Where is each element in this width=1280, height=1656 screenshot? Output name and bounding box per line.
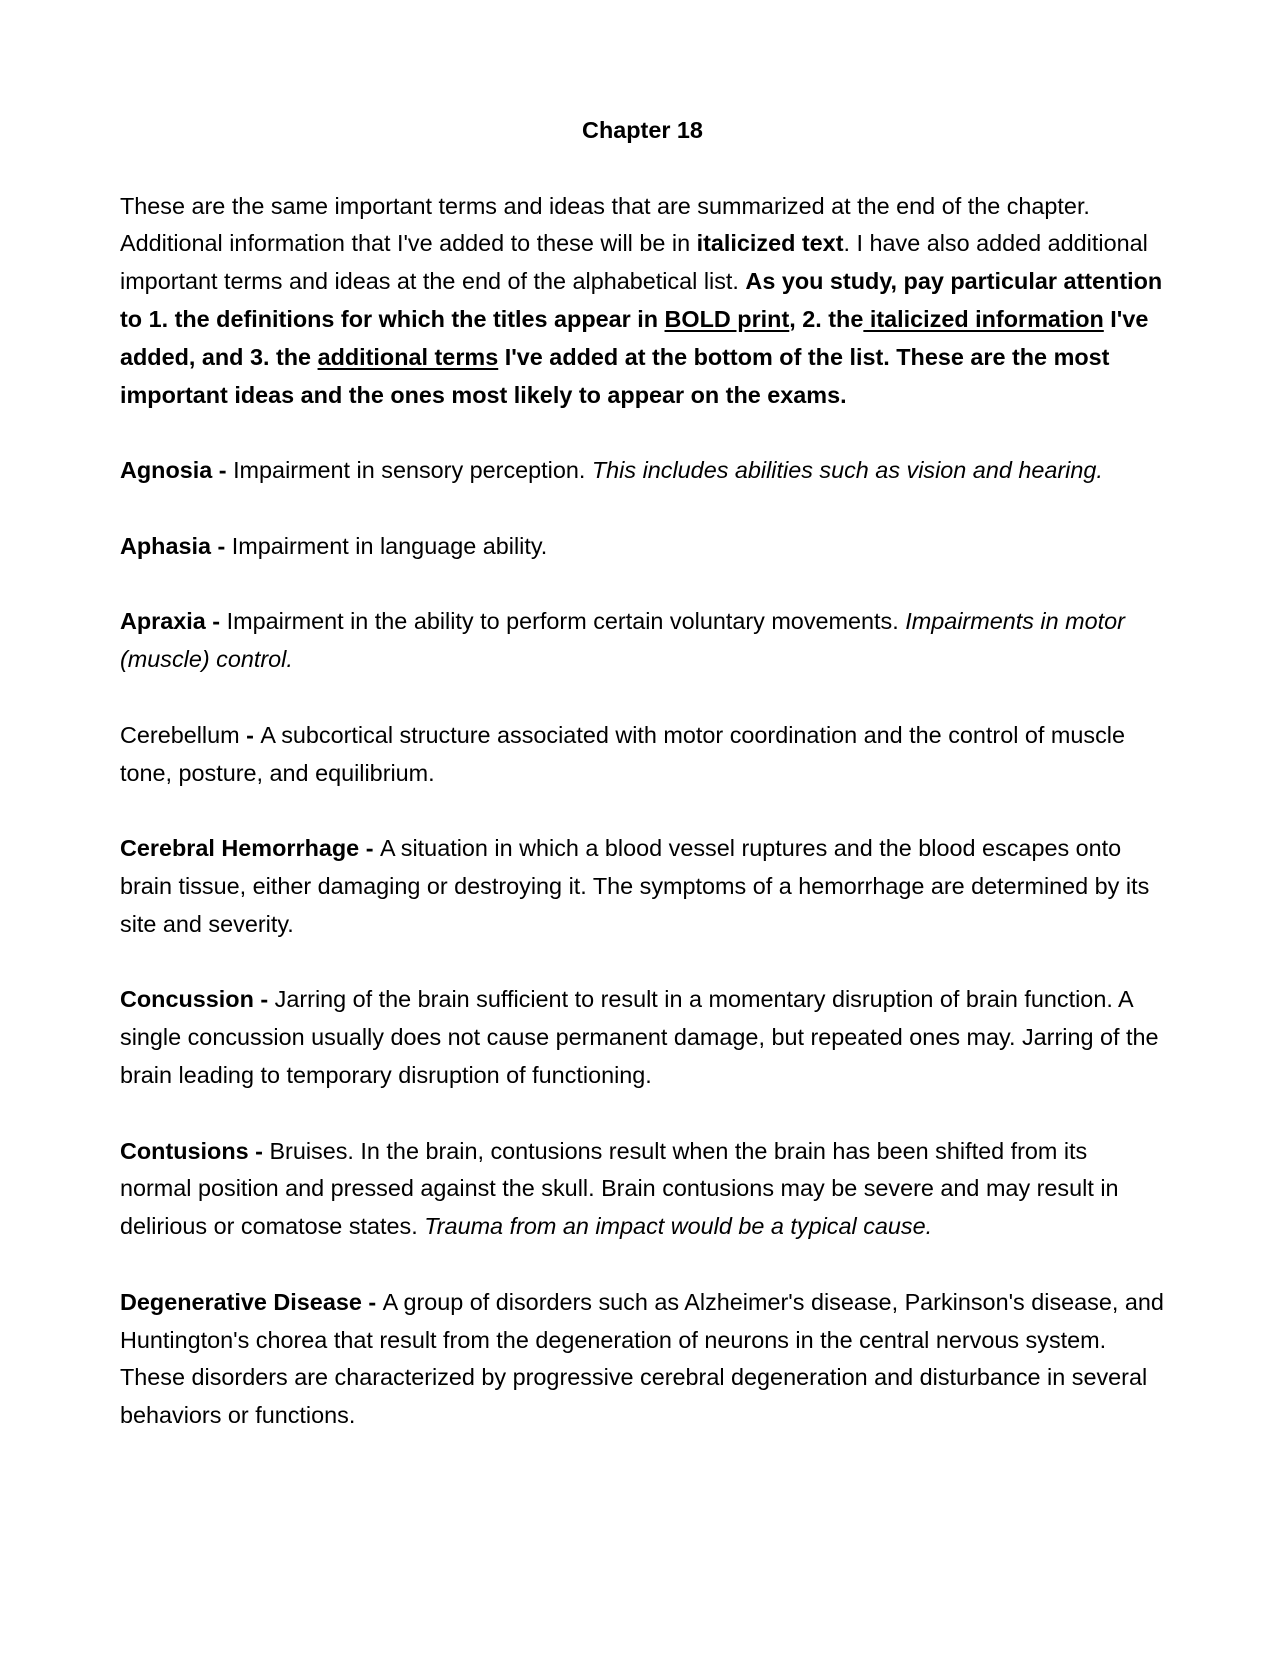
term-title: Cerebral Hemorrhage - [120,835,380,862]
term-entry-cerebral-hemorrhage [120,830,1165,943]
intro-bold-underlined: italicized information [863,305,1104,332]
term-entry-agnosia [120,452,1165,490]
term-title: Agnosia - [120,457,234,484]
intro-bold-text: , 2. the [789,305,864,332]
intro-bold-underlined: additional terms [317,343,499,370]
term-definition: Impairment in the ability to perform certain voluntary movements. [226,608,906,635]
term-entry-contusions [120,1133,1165,1246]
term-dash: - [246,721,261,748]
intro-text: These are the same important terms and ideas that are summarized at the end of the chapter. Additional information that I've added to these will be in [120,192,1090,257]
term-definition: A subcortical structure associated with motor coordination and the control of muscle tone, posture, and equilibrium. [120,721,1125,786]
term-definition: Impairment in language ability. [231,532,548,559]
term-entry-apraxia [120,603,1165,679]
term-title: Aphasia - [120,532,232,559]
term-entry-cerebellum [120,717,1165,793]
term-definition: Impairment in sensory perception. [233,457,592,484]
intro-bold-text: I've added at the bottom of the list. These are the most important ideas and the ones most likely to appear on the exams. [120,343,1110,408]
term-definition: A situation in which a blood vessel ruptures and the blood escapes onto brain tissue, either damaging or destroying it. The symptoms of a hemorrhage are determined by its site and severity. [120,835,1150,937]
intro-bold-text: As you study, pay particular attention to 1. the definitions for which the titles appear in [120,268,1163,332]
term-entry-aphasia [120,528,1165,566]
term-title: Apraxia - [120,608,227,635]
intro-emphasis: italicized text [696,230,844,257]
term-entry-concussion [120,981,1165,1094]
term-entry-degenerative-disease [120,1284,1165,1435]
term-note: This includes abilities such as vision and hearing. [591,457,1103,484]
term-definition: Jarring of the brain sufficient to result in a momentary disruption of brain function. A single concussion usually does not cause permanent damage, but repeated ones may. Jarring of the brain leading to temporary disruption of functioning. [120,986,1159,1088]
document-page [120,112,1165,1435]
term-title: Degenerative Disease - [120,1288,383,1315]
term-title: Cerebellum [120,721,247,748]
term-note: Impairments in motor (muscle) control. [120,608,1125,673]
intro-text: . I have also added additional important terms and ideas at the end of the alphabetical list. [120,230,1148,295]
term-definition: Bruises. In the brain, contusions result when the brain has been shifted from its normal position and pressed against the skull. Brain contusions may be severe and may result in delirious or comatose states. [120,1137,1119,1240]
term-note: Trauma from an impact would be a typical cause. [424,1213,933,1240]
page-title: Chapter 18 [582,117,703,143]
intro-bold-underlined: BOLD print [664,305,790,332]
intro-bold-text: I've added, and 3. the [120,305,1149,370]
term-definition: A group of disorders such as Alzheimer's disease, Parkinson's disease, and Huntington's chorea that result from the degeneration of neurons in the central nervous system. These disorders are characterized by progressive cerebral degeneration and disturbance in several behaviors or functions. [120,1288,1164,1429]
term-title: Concussion - [120,986,275,1013]
intro-paragraph [120,188,1165,415]
term-title: Contusions - [120,1137,270,1164]
